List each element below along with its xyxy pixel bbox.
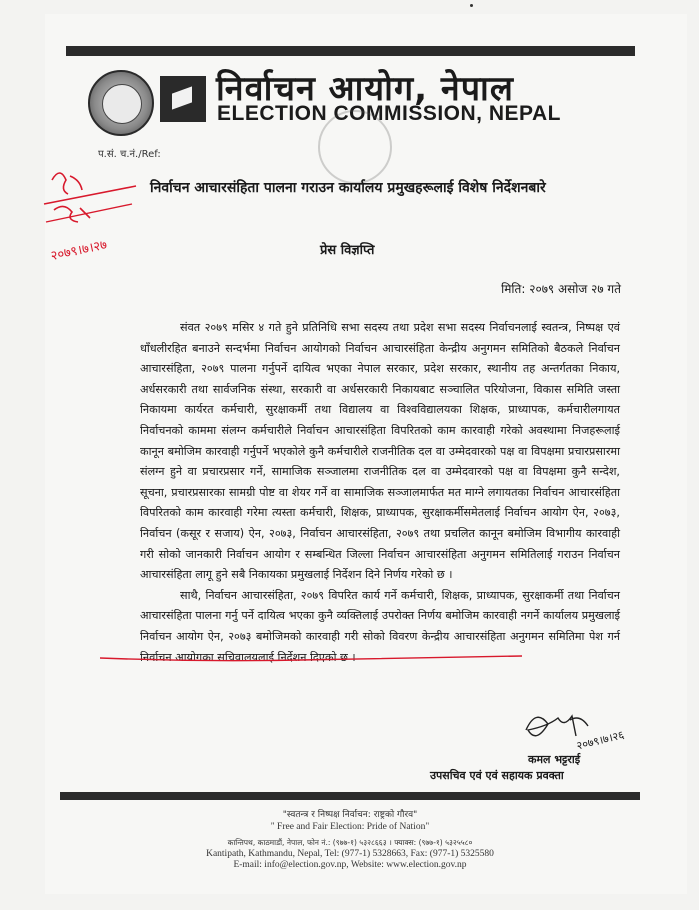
subject-line: निर्वाचन आचारसंहिता पालना गराउन कार्यालय प्रमुखहरूलाई विशेष निर्देशनबारे xyxy=(150,180,546,196)
nepal-emblem-logo xyxy=(88,70,154,136)
signature-date: २०७९।७।२६ xyxy=(575,728,626,753)
red-pen-underline xyxy=(98,646,524,666)
footer-rule xyxy=(60,792,640,800)
footer-contact: E-mail: info@election.gov.np, Website: www.election.gov.np xyxy=(233,860,467,870)
footer-motto-english: " Free and Fair Election: Pride of Nation" xyxy=(270,822,430,832)
header-rule xyxy=(66,46,635,56)
footer xyxy=(60,805,640,870)
footer-motto-nepali: "स्वतन्त्र र निष्पक्ष निर्वाचन: राष्ट्रको गौरव" xyxy=(282,810,418,820)
body-paragraph-1: संवत २०७९ मसिर ४ गते हुने प्रतिनिधि सभा सदस्य तथा प्रदेश सभा सदस्य निर्वाचनलाई स्वतन्त्र, निष्पक्ष एवं धाँधलीरहित बनाउने सन्दर्भमा निर्वाचन आयोगको निर्वाचन आचारसंहिता केन्द्रीय अनुगमन समितिको बैठकले निर्वाचन आचारसंहिता, २०७९ पालना गर्नुपर्ने दायित्व भएका नेपाल सरकार, प्रदेश सरकार, स्थानीय तह अन्तर्गतका निकाय, अर्धसरकारी तथा सार्वजनिक संस्था, सरकारी वा अर्धसरकारी निकायबाट सञ्चालित परियोजना, विकास समिति जस्ता निकायमा कार्यरत कर्मचारी, सुरक्षाकर्मी तथा विद्यालय वा विश्वविद्यालयका शिक्षक, प्राध्यापक, कर्मचारीलगायत निर्वाचनको काममा संलग्न कर्मचारीले निर्वाचन आचारसंहिता विपरितको काम कारवाही गरेको अवस्थामा निजहरूलाई कानून बमोजिम कारवाही गर्नुपर्ने भएकोले कुनै कर्मचारीले राजनीतिक दल वा उम्मेदवारको पक्ष वा विपक्षमा प्रचारप्रसारमा संलग्न हुने वा प्रचारप्रसार गर्ने, सामाजिक सञ्जालमा राजनीतिक दल वा उम्मेदवारको पक्ष वा विपक्षमा कुनै सन्देश, सूचना, प्रचारप्रसारका सामग्री पोष्ट वा शेयर गर्ने वा सामाजिक सञ्जालमार्फत मत माग्ने लगायतका निर्वाचन आचारसंहिता विपरितको काम कारवाही गरेमा त्यस्ता कर्मचारी, शिक्षक, प्राध्यापक, सुरक्षाकर्मीसमेतलाई निर्वाचन आयोग ऐन, २०७३, निर्वाचन (कसूर र सजाय) ऐन, २०७३, निर्वाचन आचारसंहिता, २०७९ तथा प्रचलित कानून बमोजिम विभागीय कारवाही गरी सोको जानकारी निर्वाचन आयोग र सम्बन्धित जिल्ला निर्वाचन आचारसंहिता अनुगमन समितिलाई गराउन निर्वाचन आचारसंहिता लागू हुने सबै निकायका प्रमुखलाई निर्देशन दिने निर्णय गरेको छ । xyxy=(140,321,620,582)
footer-address-nepali: कान्तिपथ, काठमाडौं, नेपाल, फोन नं.: (९७७-१) ५३२८६६३ । फ्याक्स: (९७७-१) ५३२५५८० xyxy=(227,838,473,847)
footer-address-english: Kantipath, Kathmandu, Nepal, Tel: (977-1) 5328663, Fax: (977-1) 5325580 xyxy=(206,849,494,859)
handwritten-margin-note xyxy=(40,160,140,270)
document-date: मिति: २०७९ असोज २७ गते xyxy=(501,282,621,296)
signer-name: कमल भट्टराई xyxy=(528,753,581,766)
scan-speck xyxy=(470,4,473,7)
ballot-box-icon xyxy=(160,76,206,122)
press-release-heading: प्रेस विज्ञप्ति xyxy=(320,243,375,258)
faint-stamp xyxy=(318,110,392,184)
signature xyxy=(520,700,640,760)
handwritten-date: २०७९।७।२७ xyxy=(49,237,109,265)
header-title-nepali: निर्वाचन आयोग, नेपाल xyxy=(216,69,514,109)
header-title-english: ELECTION COMMISSION, NEPAL xyxy=(217,102,561,125)
body-paragraph-2: साथै, निर्वाचन आचारसंहिता, २०७९ विपरित कार्य गर्ने कर्मचारी, शिक्षक, प्राध्यापक, सुरक्षाकर्मी तथा निर्वाचन आचारसंहिता पालना गर्नु पर्ने दायित्व भएका कुनै व्यक्तिलाई उपरोक्त निर्णय बमोजिम कारवाही नगर्ने कार्यालय प्रमुखलाई निर्वाचन आयोग ऐन, २०७३ बमोजिमको कारवाही गरी सोको विवरण केन्द्रीय आचारसंहिता अनुगमन समितिमा पेश गर्न निर्वाचन आयोगका सचिवालयलाई निर्देशन दिएको छ । xyxy=(140,588,620,664)
signer-title: उपसचिव एवं एवं सहायक प्रवक्ता xyxy=(430,769,564,782)
reference-label: प.सं. च.नं./Ref: xyxy=(98,149,161,160)
body-text xyxy=(140,318,620,668)
